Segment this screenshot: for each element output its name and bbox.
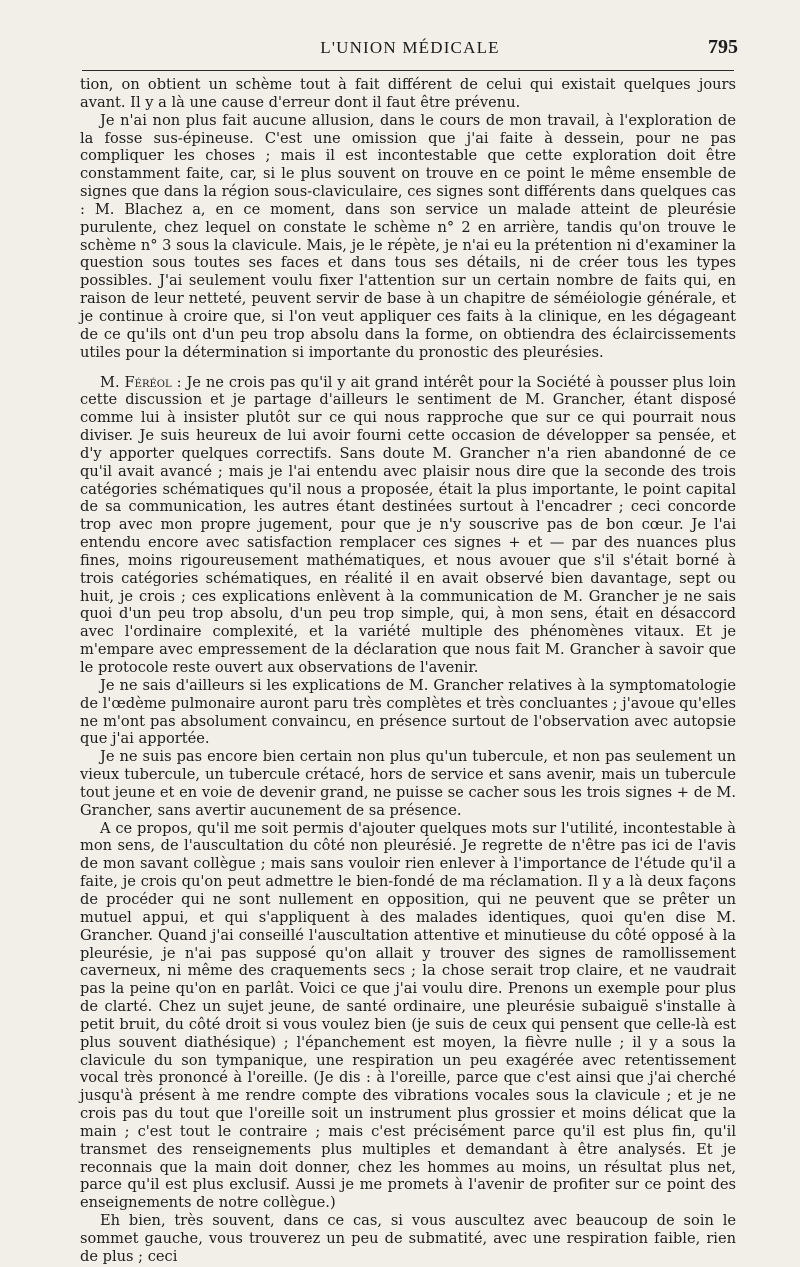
page-number: 795 [708,36,738,58]
page-header [80,34,740,66]
paragraph: Je n'ai non plus fait aucune allusion, dans le cours de mon travail, à l'exploration de la fosse sus-épineuse. C'est une omission que j'ai faite à dessein, pour ne pas compliquer les choses ; mais il est incontestable que cette exploration doit être constamment faite, car, si le plus souvent on trouve en ce point le même ensemble de signes que dans la région sous-claviculaire, ces signes sont différents dans quelques cas : M. Blachez a, en ce moment, dans son service un malade atteint de pleurésie purulente, chez lequel on constate le schème n° 2 en arrière, tandis qu'on trouve le schème n° 3 sous la clavicule. Mais, je le répète, je n'ai eu la prétention ni d'examiner la question sous toutes ses faces et dans tous ses détails, ni de créer tous les types possibles. J'ai seulement voulu fixer l'attention sur un certain nombre de faits qui, en raison de leur netteté, peuvent servir de base à un chapitre de séméiologie générale, et je continue à croire que, si l'on veut appliquer ces faits à la clinique, en les dégageant de ce qu'ils ont d'un peu trop absolu dans la forme, on obtiendra des éclaircissements utiles pour la détermination si importante du pronostic des pleurésies. [80,111,736,361]
speaker-name: M. Féréol : [100,373,182,391]
article-body [80,76,736,1266]
paragraph: Je ne sais d'ailleurs si les explications de M. Grancher relatives à la symptomatologie de l'œdème pulmonaire auront paru très complètes et très concluantes ; j'avoue qu'elles ne m'ont pas absolument convaincu, en présence surtout de l'observation avec autopsie que j'ai apportée. [80,676,736,748]
paragraph: Je ne suis pas encore bien certain non plus qu'un tubercule, et non pas seulement un vieux tubercule, un tubercule crétacé, hors de service et sans avenir, mais un tubercule tout jeune et en voie de devenir grand, ne puisse se cacher sous les trois signes + de M. Grancher, sans avertir aucunement de sa présence. [80,748,736,819]
journal-title: L'UNION MÉDICALE [320,38,500,57]
speaker-text: Je ne crois pas qu'il y ait grand intérêt pour la Société à pousser plus loin cette discussion et je partage d'ailleurs le sentiment de M. Grancher, étant disposé comme lui à insister plutôt sur ce qui nous rapproche que sur ce qui pourrait nous diviser. Je suis heureux de lui avoir fourni cette occasion de développer sa pensée, et d'y apporter quelques correctifs. Sans doute M. Grancher n'a rien abandonné de ce qu'il avait avancé ; mais je l'ai entendu avec plaisir nous dire que la seconde des trois catégories schématiques qu'il nous a proposée, était la plus importante, le point capital de sa communication, les autres étant destinées surtout à l'encadrer ; ceci concorde trop avec mon propre jugement, pour que je n'y souscrive pas de bon cœur. Je l'ai entendu encore avec satisfaction remplacer ces signes + et — par des nuances plus fines, moins rigoureusement mathématiques, et nous avouer que s'il s'était borné à trois catégories schématiques, en réalité il en avait observé bien davantage, sept ou huit, je crois ; ces explications enlèvent à la communication de M. Grancher je ne sais quoi d'un peu trop absolu, d'un peu trop simple, qui, à mon sens, était en désaccord avec l'ordinaire complexité, et la variété multiple des phénomènes vitaux. Et je m'empare avec empressement de la déclaration que nous fait M. Grancher à savoir que le protocole reste ouvert aux observations de l'avenir. [80,373,736,676]
paragraph-speaker [80,374,736,677]
paragraph: A ce propos, qu'il me soit permis d'ajouter quelques mots sur l'utilité, incontestable à mon sens, de l'auscultation du côté non pleurésié. Je regrette de n'être pas ici de l'avis de mon savant collègue ; mais sans vouloir rien enlever à l'importance de l'étude qu'il a faite, je crois qu'on peut admettre le bien-fondé de ma réclamation. Il y a là deux façons de procéder qui ne sont nullement en opposition, qui ne peuvent que se prêter un mutuel appui, et qui s'appliquent à des malades identiques, quoi qu'en dise M. Grancher. Quand j'ai conseillé l'auscultation attentive et minutieuse du côté opposé à la pleurésie, je n'ai pas supposé qu'on allait y trouver des signes de ramollissement caverneux, ni même des craquements secs ; la chose serait trop claire, et ne vaudrait pas la peine qu'on en parlât. Voici ce que j'ai voulu dire. Prenons un exemple pour plus de clarté. Chez un sujet jeune, de santé ordinaire, une pleurésie subaiguë s'installe à petit bruit, du côté droit si vous voulez bien (je suis de ceux qui pensent que celle-là est plus souvent diathésique) ; l'épanchement est moyen, la fièvre nulle ; il y a sous la clavicule du son tympanique, une respiration un peu exagérée avec retentissement vocal très prononcé à l'oreille. (Je dis : à l'oreille, parce que c'est ainsi que j'ai cherché jusqu'à présent à me rendre compte des vibrations vocales sous la clavicule ; et je ne crois pas du tout que l'oreille soit un instrument plus grossier et moins délicat que la main ; c'est tout le contraire ; mais c'est précisément parce qu'il est plus fin, qu'il transmet des renseignements plus multiples et demandant à être analysés. Et je reconnais que la main doit donner, chez les hommes au moins, un résultat plus net, parce qu'il est plus exclusif. Aussi je me promets à l'avenir de profiter sur ce point des enseignements de notre collègue.) [80,819,736,1212]
paragraph: Eh bien, très souvent, dans ce cas, si vous auscultez avec beaucoup de soin le sommet gauche, vous trouverez un peu de submatité, avec une respiration faible, rien de plus ; ceci [80,1212,736,1265]
header-rule [82,70,734,71]
paragraph-continuation: tion, on obtient un schème tout à fait différent de celui qui existait quelques jours avant. Il y a là une cause d'erreur dont il faut être prévenu. [80,76,736,111]
